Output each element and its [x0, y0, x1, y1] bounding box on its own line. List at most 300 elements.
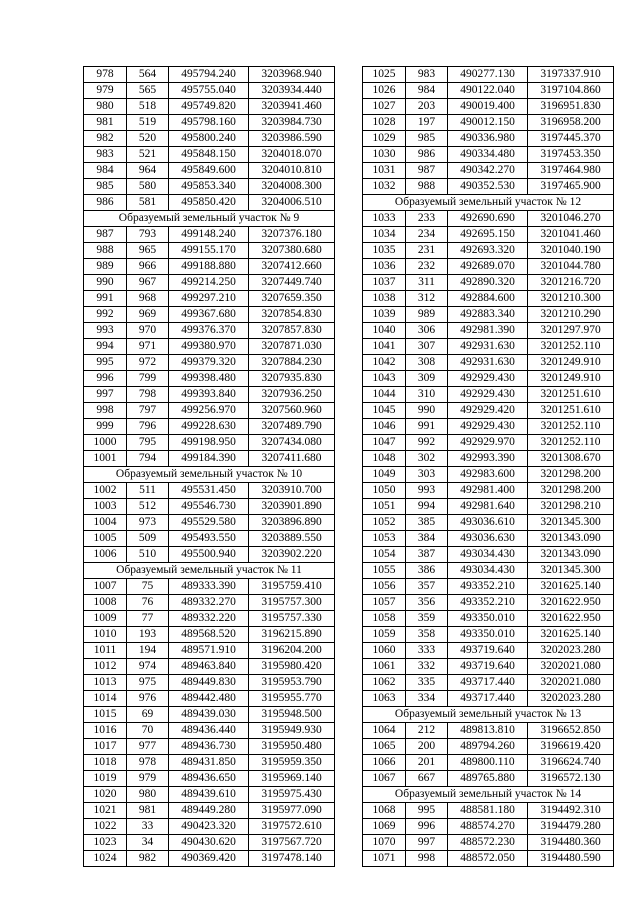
x-coordinate: 493350.010 — [448, 611, 528, 627]
row-number: 979 — [84, 83, 127, 99]
point-number: 982 — [127, 851, 169, 867]
point-number: 76 — [127, 595, 169, 611]
point-number: 989 — [406, 307, 448, 323]
point-number: 332 — [406, 659, 448, 675]
row-number: 1063 — [363, 691, 406, 707]
row-number: 1024 — [84, 851, 127, 867]
row-number: 1052 — [363, 515, 406, 531]
y-coordinate: 3196958.200 — [528, 115, 614, 131]
row-number: 1061 — [363, 659, 406, 675]
y-coordinate: 3207854.830 — [249, 307, 335, 323]
point-number: 981 — [127, 803, 169, 819]
row-number: 1046 — [363, 419, 406, 435]
point-number: 70 — [127, 723, 169, 739]
y-coordinate: 3195950.480 — [249, 739, 335, 755]
y-coordinate: 3197104.860 — [528, 83, 614, 99]
point-number: 386 — [406, 563, 448, 579]
y-coordinate: 3201046.270 — [528, 211, 614, 227]
table-row — [84, 435, 335, 451]
row-number: 1057 — [363, 595, 406, 611]
table-row — [363, 467, 614, 483]
table-row — [84, 387, 335, 403]
table-row — [84, 195, 335, 211]
y-coordinate: 3197478.140 — [249, 851, 335, 867]
point-number: 667 — [406, 771, 448, 787]
table-row — [363, 851, 614, 867]
row-number: 1044 — [363, 387, 406, 403]
point-number: 510 — [127, 547, 169, 563]
point-number: 303 — [406, 467, 448, 483]
y-coordinate: 3204018.070 — [249, 147, 335, 163]
x-coordinate: 499148.240 — [169, 227, 249, 243]
x-coordinate: 490342.270 — [448, 163, 528, 179]
table-row — [84, 83, 335, 99]
y-coordinate: 3196624.740 — [528, 755, 614, 771]
point-number: 995 — [406, 803, 448, 819]
x-coordinate: 493034.430 — [448, 563, 528, 579]
y-coordinate: 3201210.300 — [528, 291, 614, 307]
x-coordinate: 495850.420 — [169, 195, 249, 211]
row-number: 1004 — [84, 515, 127, 531]
table-row — [363, 99, 614, 115]
y-coordinate: 3195955.770 — [249, 691, 335, 707]
x-coordinate: 493352.210 — [448, 579, 528, 595]
point-number: 986 — [406, 147, 448, 163]
y-coordinate: 3201041.460 — [528, 227, 614, 243]
plot-header-row — [84, 211, 335, 227]
y-coordinate: 3207411.680 — [249, 451, 335, 467]
row-number: 1062 — [363, 675, 406, 691]
x-coordinate: 495849.600 — [169, 163, 249, 179]
x-coordinate: 493717.440 — [448, 691, 528, 707]
table-row — [363, 691, 614, 707]
row-number: 1008 — [84, 595, 127, 611]
y-coordinate: 3203910.700 — [249, 483, 335, 499]
row-number: 990 — [84, 275, 127, 291]
row-number: 1002 — [84, 483, 127, 499]
y-coordinate: 3195953.790 — [249, 675, 335, 691]
y-coordinate: 3203968.940 — [249, 67, 335, 83]
left-coordinates-column — [83, 66, 335, 867]
x-coordinate: 499297.210 — [169, 291, 249, 307]
table-row — [84, 835, 335, 851]
row-number: 1059 — [363, 627, 406, 643]
row-number: 1018 — [84, 755, 127, 771]
y-coordinate: 3203984.730 — [249, 115, 335, 131]
row-number: 1054 — [363, 547, 406, 563]
table-row — [363, 147, 614, 163]
row-number: 1022 — [84, 819, 127, 835]
y-coordinate: 3196652.850 — [528, 723, 614, 739]
plot-header-row — [363, 195, 614, 211]
x-coordinate: 493719.640 — [448, 659, 528, 675]
point-number: 509 — [127, 531, 169, 547]
point-number: 581 — [127, 195, 169, 211]
x-coordinate: 490012.150 — [448, 115, 528, 131]
y-coordinate: 3195969.140 — [249, 771, 335, 787]
x-coordinate: 489800.110 — [448, 755, 528, 771]
row-number: 985 — [84, 179, 127, 195]
y-coordinate: 3203934.440 — [249, 83, 335, 99]
y-coordinate: 3202021.080 — [528, 659, 614, 675]
row-number: 1001 — [84, 451, 127, 467]
y-coordinate: 3201343.090 — [528, 547, 614, 563]
row-number: 998 — [84, 403, 127, 419]
y-coordinate: 3201622.950 — [528, 595, 614, 611]
table-row — [363, 819, 614, 835]
y-coordinate: 3201308.670 — [528, 451, 614, 467]
y-coordinate: 3207560.960 — [249, 403, 335, 419]
table-row — [84, 755, 335, 771]
point-number: 77 — [127, 611, 169, 627]
point-number: 796 — [127, 419, 169, 435]
x-coordinate: 499188.880 — [169, 259, 249, 275]
plot-header-row — [363, 707, 614, 723]
point-number: 580 — [127, 179, 169, 195]
row-number: 1045 — [363, 403, 406, 419]
y-coordinate: 3195975.430 — [249, 787, 335, 803]
table-row — [84, 547, 335, 563]
y-coordinate: 3201216.720 — [528, 275, 614, 291]
y-coordinate: 3197445.370 — [528, 131, 614, 147]
row-number: 1011 — [84, 643, 127, 659]
row-number: 1037 — [363, 275, 406, 291]
table-row — [363, 499, 614, 515]
x-coordinate: 495755.040 — [169, 83, 249, 99]
x-coordinate: 492931.630 — [448, 339, 528, 355]
x-coordinate: 495853.340 — [169, 179, 249, 195]
x-coordinate: 489442.480 — [169, 691, 249, 707]
table-row — [363, 291, 614, 307]
x-coordinate: 499198.950 — [169, 435, 249, 451]
row-number: 1026 — [363, 83, 406, 99]
row-number: 1066 — [363, 755, 406, 771]
table-row — [84, 851, 335, 867]
y-coordinate: 3202023.280 — [528, 643, 614, 659]
plot-header-row — [84, 563, 335, 579]
y-coordinate: 3201343.090 — [528, 531, 614, 547]
point-number: 799 — [127, 371, 169, 387]
y-coordinate: 3207857.830 — [249, 323, 335, 339]
y-coordinate: 3197464.980 — [528, 163, 614, 179]
table-row — [84, 627, 335, 643]
point-number: 520 — [127, 131, 169, 147]
row-number: 1034 — [363, 227, 406, 243]
point-number: 988 — [406, 179, 448, 195]
y-coordinate: 3195759.410 — [249, 579, 335, 595]
plot-header-row — [84, 467, 335, 483]
x-coordinate: 495531.450 — [169, 483, 249, 499]
table-row — [84, 595, 335, 611]
point-number: 518 — [127, 99, 169, 115]
row-number: 1025 — [363, 67, 406, 83]
x-coordinate: 499398.480 — [169, 371, 249, 387]
row-number: 1012 — [84, 659, 127, 675]
point-number: 356 — [406, 595, 448, 611]
x-coordinate: 495848.150 — [169, 147, 249, 163]
y-coordinate: 3196215.890 — [249, 627, 335, 643]
row-number: 978 — [84, 67, 127, 83]
table-row — [84, 355, 335, 371]
table-row — [84, 579, 335, 595]
row-number: 1042 — [363, 355, 406, 371]
y-coordinate: 3201252.110 — [528, 339, 614, 355]
table-row — [363, 243, 614, 259]
x-coordinate: 499184.390 — [169, 451, 249, 467]
x-coordinate: 493717.440 — [448, 675, 528, 691]
y-coordinate: 3201044.780 — [528, 259, 614, 275]
point-number: 976 — [127, 691, 169, 707]
point-number: 793 — [127, 227, 169, 243]
y-coordinate: 3201345.300 — [528, 563, 614, 579]
point-number: 968 — [127, 291, 169, 307]
x-coordinate: 492929.430 — [448, 419, 528, 435]
row-number: 1036 — [363, 259, 406, 275]
x-coordinate: 499367.680 — [169, 307, 249, 323]
point-number: 978 — [127, 755, 169, 771]
point-number: 308 — [406, 355, 448, 371]
x-coordinate: 488574.270 — [448, 819, 528, 835]
y-coordinate: 3207376.180 — [249, 227, 335, 243]
row-number: 988 — [84, 243, 127, 259]
y-coordinate: 3203896.890 — [249, 515, 335, 531]
row-number: 981 — [84, 115, 127, 131]
x-coordinate: 492693.320 — [448, 243, 528, 259]
table-row — [363, 435, 614, 451]
row-number: 1067 — [363, 771, 406, 787]
x-coordinate: 495800.240 — [169, 131, 249, 147]
row-number: 1065 — [363, 739, 406, 755]
table-row — [363, 115, 614, 131]
y-coordinate: 3202021.080 — [528, 675, 614, 691]
x-coordinate: 489436.440 — [169, 723, 249, 739]
table-row — [363, 179, 614, 195]
table-row — [363, 563, 614, 579]
point-number: 967 — [127, 275, 169, 291]
table-row — [363, 419, 614, 435]
table-row — [363, 627, 614, 643]
x-coordinate: 499256.970 — [169, 403, 249, 419]
point-number: 985 — [406, 131, 448, 147]
row-number: 997 — [84, 387, 127, 403]
y-coordinate: 3194480.590 — [528, 851, 614, 867]
point-number: 972 — [127, 355, 169, 371]
point-number: 359 — [406, 611, 448, 627]
table-row — [363, 211, 614, 227]
y-coordinate: 3197337.910 — [528, 67, 614, 83]
row-number: 1017 — [84, 739, 127, 755]
table-row — [363, 723, 614, 739]
table-row — [363, 771, 614, 787]
table-row — [363, 595, 614, 611]
row-number: 1015 — [84, 707, 127, 723]
row-number: 1033 — [363, 211, 406, 227]
table-row — [84, 515, 335, 531]
point-number: 993 — [406, 483, 448, 499]
row-number: 1032 — [363, 179, 406, 195]
point-number: 975 — [127, 675, 169, 691]
x-coordinate: 490277.130 — [448, 67, 528, 83]
point-number: 33 — [127, 819, 169, 835]
x-coordinate: 492983.600 — [448, 467, 528, 483]
point-number: 233 — [406, 211, 448, 227]
point-number: 794 — [127, 451, 169, 467]
table-row — [363, 355, 614, 371]
point-number: 996 — [406, 819, 448, 835]
row-number: 1020 — [84, 787, 127, 803]
y-coordinate: 3195757.300 — [249, 595, 335, 611]
y-coordinate: 3207434.080 — [249, 435, 335, 451]
row-number: 1028 — [363, 115, 406, 131]
x-coordinate: 499379.320 — [169, 355, 249, 371]
x-coordinate: 489449.830 — [169, 675, 249, 691]
x-coordinate: 492929.420 — [448, 403, 528, 419]
table-row — [363, 739, 614, 755]
x-coordinate: 495794.240 — [169, 67, 249, 83]
table-row — [363, 835, 614, 851]
row-number: 1013 — [84, 675, 127, 691]
x-coordinate: 490369.420 — [169, 851, 249, 867]
point-number: 991 — [406, 419, 448, 435]
y-coordinate: 3203941.460 — [249, 99, 335, 115]
y-coordinate: 3207489.790 — [249, 419, 335, 435]
x-coordinate: 495749.820 — [169, 99, 249, 115]
plot-header: Образуемый земельный участок № 13 — [363, 707, 614, 723]
y-coordinate: 3201298.210 — [528, 499, 614, 515]
plot-header-row — [363, 787, 614, 803]
x-coordinate: 490019.400 — [448, 99, 528, 115]
row-number: 982 — [84, 131, 127, 147]
y-coordinate: 3204010.810 — [249, 163, 335, 179]
table-row — [84, 739, 335, 755]
y-coordinate: 3197465.900 — [528, 179, 614, 195]
point-number: 385 — [406, 515, 448, 531]
point-number: 512 — [127, 499, 169, 515]
x-coordinate: 489449.280 — [169, 803, 249, 819]
row-number: 986 — [84, 195, 127, 211]
row-number: 996 — [84, 371, 127, 387]
table-row — [363, 579, 614, 595]
x-coordinate: 489333.390 — [169, 579, 249, 595]
table-row — [363, 259, 614, 275]
table-row — [84, 803, 335, 819]
x-coordinate: 493036.610 — [448, 515, 528, 531]
y-coordinate: 3201252.110 — [528, 435, 614, 451]
row-number: 1051 — [363, 499, 406, 515]
table-row — [84, 403, 335, 419]
y-coordinate: 3194479.280 — [528, 819, 614, 835]
y-coordinate: 3201297.970 — [528, 323, 614, 339]
y-coordinate: 3207871.030 — [249, 339, 335, 355]
y-coordinate: 3196619.420 — [528, 739, 614, 755]
y-coordinate: 3207935.830 — [249, 371, 335, 387]
x-coordinate: 492890.320 — [448, 275, 528, 291]
y-coordinate: 3195949.930 — [249, 723, 335, 739]
table-row — [84, 163, 335, 179]
table-row — [363, 339, 614, 355]
table-row — [84, 771, 335, 787]
table-row — [363, 483, 614, 499]
table-row — [363, 451, 614, 467]
x-coordinate: 490336.980 — [448, 131, 528, 147]
point-number: 203 — [406, 99, 448, 115]
point-number: 75 — [127, 579, 169, 595]
table-row — [363, 307, 614, 323]
y-coordinate: 3201625.140 — [528, 579, 614, 595]
row-number: 1010 — [84, 627, 127, 643]
x-coordinate: 495493.550 — [169, 531, 249, 547]
point-number: 312 — [406, 291, 448, 307]
point-number: 998 — [406, 851, 448, 867]
point-number: 970 — [127, 323, 169, 339]
row-number: 1064 — [363, 723, 406, 739]
table-row — [363, 163, 614, 179]
row-number: 984 — [84, 163, 127, 179]
y-coordinate: 3201251.610 — [528, 403, 614, 419]
table-row — [363, 755, 614, 771]
row-number: 1040 — [363, 323, 406, 339]
x-coordinate: 489439.030 — [169, 707, 249, 723]
row-number: 1019 — [84, 771, 127, 787]
row-number: 1049 — [363, 467, 406, 483]
table-row — [84, 291, 335, 307]
plot-header: Образуемый земельный участок № 10 — [84, 467, 335, 483]
point-number: 987 — [406, 163, 448, 179]
table-row — [84, 643, 335, 659]
table-row — [363, 323, 614, 339]
table-row — [363, 227, 614, 243]
point-number: 387 — [406, 547, 448, 563]
row-number: 1071 — [363, 851, 406, 867]
y-coordinate: 3207659.350 — [249, 291, 335, 307]
point-number: 990 — [406, 403, 448, 419]
x-coordinate: 492929.430 — [448, 371, 528, 387]
row-number: 995 — [84, 355, 127, 371]
y-coordinate: 3197567.720 — [249, 835, 335, 851]
point-number: 335 — [406, 675, 448, 691]
y-coordinate: 3203889.550 — [249, 531, 335, 547]
table-row — [363, 403, 614, 419]
table-row — [363, 387, 614, 403]
x-coordinate: 492929.970 — [448, 435, 528, 451]
x-coordinate: 492993.390 — [448, 451, 528, 467]
point-number: 357 — [406, 579, 448, 595]
row-number: 1055 — [363, 563, 406, 579]
y-coordinate: 3196951.830 — [528, 99, 614, 115]
point-number: 565 — [127, 83, 169, 99]
y-coordinate: 3201252.110 — [528, 419, 614, 435]
point-number: 234 — [406, 227, 448, 243]
row-number: 1068 — [363, 803, 406, 819]
table-row — [84, 419, 335, 435]
table-row — [84, 723, 335, 739]
row-number: 1014 — [84, 691, 127, 707]
y-coordinate: 3207380.680 — [249, 243, 335, 259]
x-coordinate: 495529.580 — [169, 515, 249, 531]
row-number: 1069 — [363, 819, 406, 835]
table-row — [84, 131, 335, 147]
y-coordinate: 3203986.590 — [249, 131, 335, 147]
y-coordinate: 3202023.280 — [528, 691, 614, 707]
x-coordinate: 489571.910 — [169, 643, 249, 659]
y-coordinate: 3207936.250 — [249, 387, 335, 403]
point-number: 521 — [127, 147, 169, 163]
point-number: 564 — [127, 67, 169, 83]
table-row — [363, 67, 614, 83]
point-number: 997 — [406, 835, 448, 851]
row-number: 1003 — [84, 499, 127, 515]
y-coordinate: 3207884.230 — [249, 355, 335, 371]
